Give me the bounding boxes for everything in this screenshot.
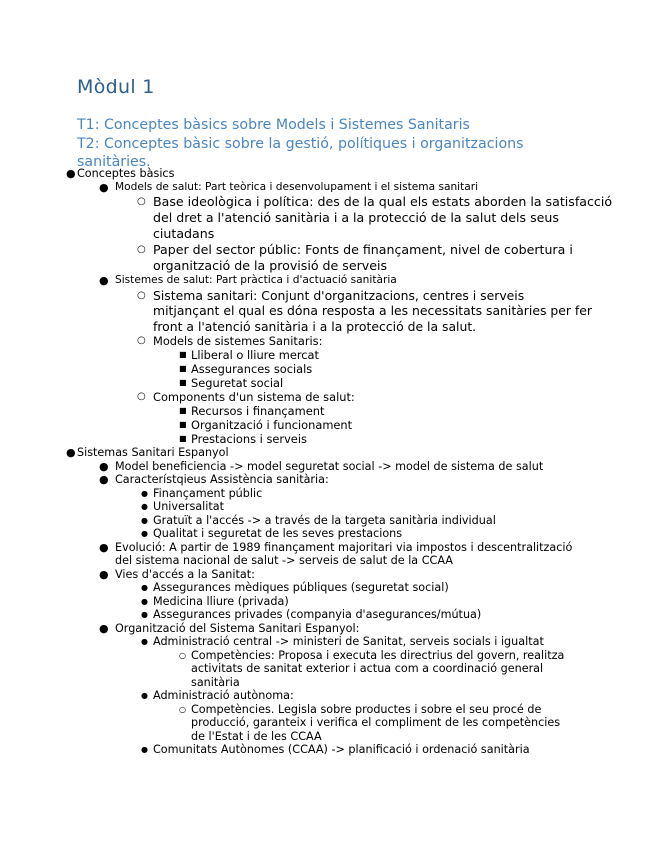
bullet-icon: ● [141,745,148,754]
list-item: ● Organització del Sistema Sanitari Espanyol: ● Administració central -> ministeri de Sanitat, serveis socials i igualtat ○ Competències: Proposa i executa les directrius del govern, realitza activitats de sanitat exterior i actua com a coordinació general sanitària ● Administració autònoma: ○ Competències. Legisla sobre productes i sobre el seu procé de producció, garanteix i verifica el compliment de les competències de l'Estat i de les CCAA ● Comunitats Autònomes (CCAA) -> planificació i ordenació sanitària [77,622,655,757]
list-item: ● Model beneficiencia -> model seguretat social -> model de sistema de salut [99,459,544,473]
list-item: ○ Competències: Proposa i executa les directrius del govern, realitza activitats de sanitat exterior i actua com a coordinació general sanitària [179,648,565,689]
bullet-icon: ● [141,596,148,606]
list-item: ● Conceptes bàsics ● Models de salut: Part teòrica i desenvolupament i el sistema sanitari ○ Base ideològica i política: des de la qual els estats aborden la satisfacció del dret a l'atenció sanitària i a la protecció de la salut dels seus ciutadans ○ Paper del sector públic: Fonts de finançament, nivel de cobertura i organització de la provisió de serveis ● Sistemes de salut: Part pràctica i d'actuació sanitària ○ Sistema sanitari: Conjunt d'organitzacions, centres i serveis mitjançant el qual es dóna resposta a les necessitats sanitàries per fer front a l'atenció sanitària i a la protecció de la salut. ○ Models de sistemes Sanitaris: ■ Lliberal o lliure mercat ■ Assegurances socials ■ Seguretat social ○ Components d'un sistema de salut: ■ Recursos i finançament ■ Organització i funcionament ■ Prestacions i serveis [0,167,655,446]
bullet-icon: ● [99,459,109,473]
bullet-icon: ● [141,502,148,511]
bullet-icon: ● [99,567,109,581]
bullet-icon: ● [99,180,109,194]
list-item: ■ Organització i funcionament [179,418,353,432]
outline [0,167,655,757]
subtitle-t1: T1: Conceptes bàsics sobre Models i Sistemes Sanitaris [77,117,470,133]
circle-bullet-icon: ○ [137,335,146,346]
list-item: ● Assegurances privades (companyia d'asegurances/mútua) [141,608,482,621]
bullet-icon: ● [141,637,148,646]
list-item: ○ Models de sistemes Sanitaris: ■ Lliberal o lliure mercat ■ Assegurances socials ■ Seguretat social [115,334,655,390]
list-item: ■ Prestacions i serveis [179,432,307,446]
list-item: ● Finançament públic [141,486,263,500]
square-bullet-icon: ■ [179,406,187,415]
circle-bullet-icon: ○ [179,704,186,714]
square-bullet-icon: ■ [179,350,187,359]
list-item: ○ Components d'un sistema de salut: ■ Recursos i finançament ■ Organització i funcionament ■ Prestacions i serveis [115,390,655,446]
list-item: ○ Competències. Legisla sobre productes i sobre el seu procé de producció, garanteix i verifica el compliment de les competències de l'Estat i de les CCAA [179,702,561,743]
bullet-icon: ● [99,473,109,486]
bullet-icon: ● [99,274,109,287]
bullet-icon: ● [141,610,148,619]
list-item: ● Sistemas Sanitari Espanyol ● Model beneficiencia -> model seguretat social -> model de sistema de salut ● Característqieus Assistència sanitària: ● Finançament públic ● Universalitat ● Gratuït a l'accés -> a través de la targeta sanitària individual ● Qualitat i seguretat de les seves prestacions ● Evolució: A partir de 1989 finançament majoritari via impostos i descentralització del sistema nacional de salut -> serveis de salut de la CCAA ● Vies d'accés a la Sanitat: ● Assegurances mèdiques públiques (seguretat social) ● Medicina lliure (privada) ● Assegurances privades (companyia d'asegurances/mútua) ● Organització del Sistema Sanitari Espanyol: ● Administració central -> ministeri de Sanitat, serveis socials i igualtat ○ Competències: Proposa i executa les directrius del govern, realitza activitats de sanitat exterior i actua com a coordinació general sanitària ● Administració autònoma: ○ Competències. Legisla sobre productes i sobre el seu procé de producció, garanteix i verifica el compliment de les competències de l'Estat i de les CCAA ● Comunitats Autònomes (CCAA) -> planificació i ordenació sanitària [0,446,655,757]
list-item: ● Comunitats Autònomes (CCAA) -> planificació i ordenació sanitària [141,743,530,756]
square-bullet-icon: ■ [179,378,187,387]
bullet-icon: ● [99,621,109,635]
circle-bullet-icon: ○ [137,289,146,301]
bullet-icon: ● [66,446,76,459]
bullet-icon: ● [141,529,148,538]
list-item: ● Sistemes de salut: Part pràctica i d'actuació sanitària ○ Sistema sanitari: Conjunt d'organitzacions, centres i serveis mitjançant el qual es dóna resposta a les necessitats sanitàries per fer front a l'atenció sanitària i a la protecció de la salut. ○ Models de sistemes Sanitaris: ■ Lliberal o lliure mercat ■ Assegurances socials ■ Seguretat social ○ Components d'un sistema de salut: ■ Recursos i finançament ■ Organització i funcionament ■ Prestacions i serveis [77,274,655,446]
bullet-icon: ● [141,488,148,498]
list-item: ○ Paper del sector públic: Fonts de finançament, nivel de cobertura i organització de la provisió de serveis [137,242,573,273]
list-item: ● Administració autònoma: ○ Competències. Legisla sobre productes i sobre el seu procé de producció, garanteix i verifica el compliment de les competències de l'Estat i de les CCAA [115,689,655,743]
bullet-icon: ● [141,515,148,525]
circle-bullet-icon: ○ [137,196,146,207]
circle-bullet-icon: ○ [137,244,146,255]
circle-bullet-icon: ○ [179,650,186,660]
bullet-icon: ● [99,540,109,554]
page-title: Mòdul 1 [77,76,155,98]
list-item: ● Medicina lliure (privada) [141,594,289,608]
list-item: ● Administració central -> ministeri de Sanitat, serveis socials i igualtat ○ Competències: Proposa i executa les directrius del govern, realitza activitats de sanitat exterior i actua com a coordinació general sanitària [115,635,655,689]
list-item: ● Gratuït a l'accés -> a través de la targeta sanitària individual [141,513,496,527]
list-item: ■ Lliberal o lliure mercat [179,348,319,362]
list-item: ● Models de salut: Part teòrica i desenvolupament i el sistema sanitari ○ Base ideològica i política: des de la qual els estats aborden la satisfacció del dret a l'atenció sanitària i a la protecció de la salut dels seus ciutadans ○ Paper del sector públic: Fonts de finançament, nivel de cobertura i organització de la provisió de serveis [77,181,655,275]
subtitle-t2: T2: Conceptes bàsic sobre la gestió, polítiques i organitzacions sanitàries. [77,135,524,170]
list-item: ● Qualitat i seguretat de les seves prestacions [141,527,403,540]
list-item: ● Vies d'accés a la Sanitat: ● Assegurances mèdiques públiques (seguretat social) ● Medicina lliure (privada) ● Assegurances privades (companyia d'asegurances/mútua) [77,568,655,622]
list-item: ● Característqieus Assistència sanitària: ● Finançament públic ● Universalitat ● Gratuït a l'accés -> a través de la targeta sanitària individual ● Qualitat i seguretat de les seves prestacions [77,473,655,541]
list-item: ■ Seguretat social [179,376,284,390]
list-item: ■ Assegurances socials [179,362,313,376]
square-bullet-icon: ■ [179,434,187,443]
bullet-icon: ● [141,583,148,592]
list-item: ● Universalitat [141,500,225,513]
bullet-icon: ● [66,167,76,180]
list-item: ■ Recursos i finançament [179,404,325,418]
bullet-icon: ● [141,691,148,700]
list-item: ● Evolució: A partir de 1989 finançament majoritari via impostos i descentralització del sistema nacional de salut -> serveis de salut de la CCAA [99,540,573,567]
square-bullet-icon: ■ [179,364,187,373]
list-item: ○ Base ideològica i política: des de la qual els estats aborden la satisfacció del dret a l'atenció sanitària i a la protecció de la salut dels seus ciutadans [137,194,613,241]
subtitles [77,116,587,172]
circle-bullet-icon: ○ [137,391,146,402]
list-item: ● Assegurances mèdiques públiques (seguretat social) [141,581,449,594]
list-item: ○ Sistema sanitari: Conjunt d'organitzacions, centres i serveis mitjançant el qual es dóna resposta a les necessitats sanitàries per fer front a l'atenció sanitària i a la protecció de la salut. [137,287,592,334]
square-bullet-icon: ■ [179,420,187,429]
